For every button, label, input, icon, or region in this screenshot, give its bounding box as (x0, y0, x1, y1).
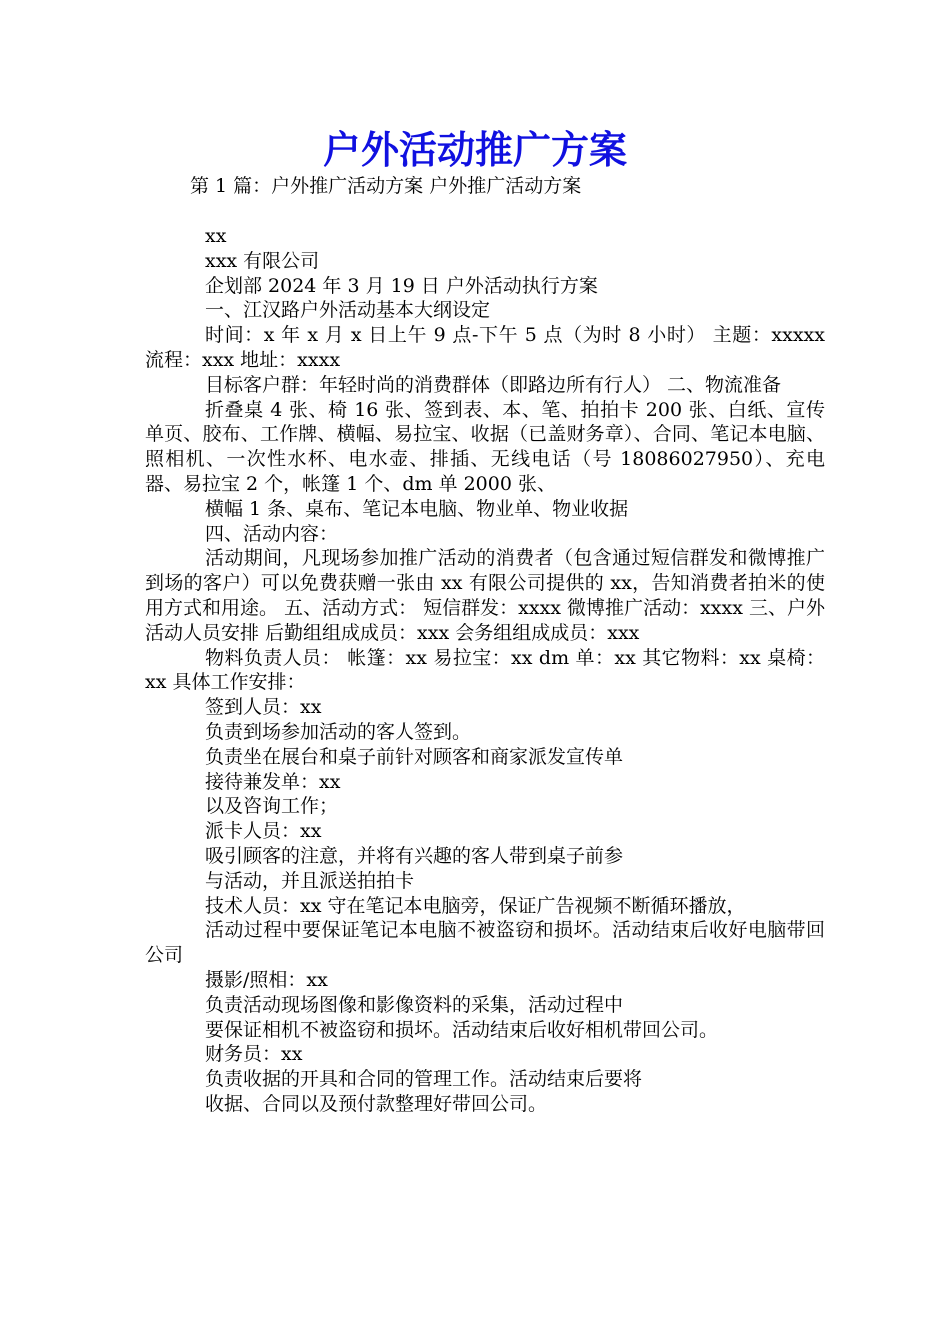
paragraph: 与活动，并且派送拍拍卡 (205, 869, 415, 892)
paragraph: 负责坐在展台和桌子前针对顾客和商家派发宣传单 (205, 745, 624, 768)
paragraph: 横幅 1 条、桌布、笔记本电脑、物业单、物业收据 (205, 497, 629, 520)
document-subtitle: 第 1 篇：户外推广活动方案 户外推广活动方案 (190, 175, 582, 197)
paragraph: 四、活动内容： (205, 522, 339, 545)
paragraph: 企划部 2024 年 3 月 19 日 户外活动执行方案 (205, 274, 598, 297)
paragraph: 物料负责人员： 帐篷：xx 易拉宝：xx dm 单：xx 其它物料：xx 桌椅：xx 具体工作安排： (145, 646, 825, 694)
paragraph: 负责收据的开具和合同的管理工作。活动结束后要将 (205, 1068, 643, 1091)
paragraph: 一、江汉路户外活动基本大纲设定 (205, 299, 491, 322)
paragraph: 折叠桌 4 张、椅 16 张、签到表、本、笔、拍拍卡 200 张、白纸、宣传单页、胶布、工作牌、横幅、易拉宝、收据（已盖财务章）、合同、笔记本电脑、照相机、一次性水杯、电水壶、排插、无线电话（号 18086027950）、充电器、易拉宝 2 个，帐篷 1 个、dm 单 2000 张、 (145, 398, 825, 495)
paragraph: 以及咨询工作； (205, 795, 339, 818)
paragraph: 技术人员：xx 守在笔记本电脑旁，保证广告视频不断循环播放， (205, 894, 746, 917)
paragraph: 负责到场参加活动的客人签到。 (205, 720, 472, 743)
paragraph: xxx 有限公司 (205, 249, 320, 272)
paragraph: 财务员：xx (205, 1043, 303, 1066)
document-body (145, 224, 825, 1117)
paragraph: 目标客户群：年轻时尚的消费群体（即路边所有行人） 二、物流准备 (205, 373, 782, 396)
paragraph: 吸引顾客的注意，并将有兴趣的客人带到桌子前参 (205, 844, 624, 867)
paragraph: 活动过程中要保证笔记本电脑不被盗窃和损坏。活动结束后收好电脑带回公司 (145, 919, 825, 967)
paragraph: 要保证相机不被盗窃和损坏。活动结束后收好相机带回公司。 (205, 1018, 719, 1041)
paragraph: 时间：x 年 x 月 x 日上午 9 点-下午 5 点（为时 8 小时） 主题：xxxxx 流程：xxx 地址：xxxx (145, 324, 825, 371)
paragraph: xx (205, 225, 227, 247)
paragraph: 活动期间，凡现场参加推广活动的消费者（包含通过短信群发和微博推广到场的客户）可以免费获赠一张由 xx 有限公司提供的 xx，告知消费者拍米的使用方式和用途。 五、活动方式： 短信群发：xxxx 微博推广活动：xxxx 三、户外活动人员安排 后勤组组成成员：xxx 会务组组成成员：xxx (145, 547, 825, 644)
paragraph: 签到人员：xx (205, 696, 322, 719)
paragraph: 摄影/照相：xx (205, 968, 328, 991)
paragraph: 接待兼发单：xx (205, 770, 341, 793)
document-title: 户外活动推广方案 (322, 128, 627, 172)
paragraph: 收据、合同以及预付款整理好带回公司。 (205, 1092, 548, 1115)
paragraph: 派卡人员：xx (205, 820, 322, 843)
paragraph: 负责活动现场图像和影像资料的采集，活动过程中 (205, 993, 624, 1016)
